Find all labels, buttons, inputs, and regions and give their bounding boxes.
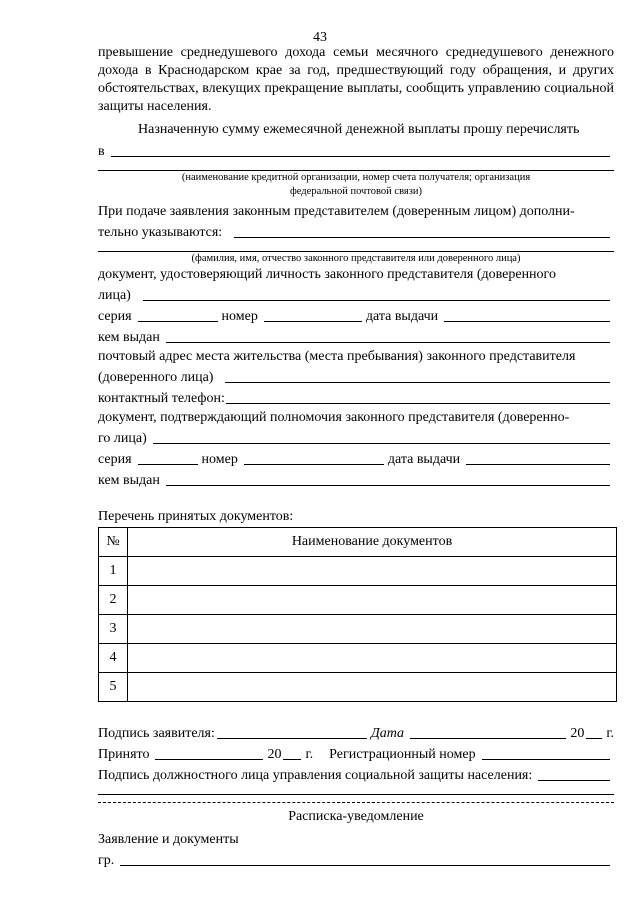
id-doc-field[interactable] bbox=[143, 287, 610, 301]
postal-field[interactable] bbox=[225, 369, 610, 383]
row-number: 4 bbox=[99, 644, 128, 673]
bank-caption-1: (наименование кредитной организации, номер счета получателя; организация bbox=[181, 172, 531, 183]
official-sign-row bbox=[98, 764, 614, 784]
phone-row bbox=[98, 387, 614, 407]
year-prefix: 20 bbox=[570, 726, 585, 741]
row-number: 5 bbox=[99, 673, 128, 702]
table-row bbox=[99, 557, 617, 586]
rep-name-caption: (фамилия, имя, отчество законного представителя или доверенного лица) bbox=[191, 253, 521, 264]
row-number: 1 bbox=[99, 557, 128, 586]
series-label: серия bbox=[98, 309, 132, 324]
document-name-cell[interactable] bbox=[128, 673, 617, 702]
id-doc-row bbox=[98, 284, 614, 304]
table-row bbox=[99, 673, 617, 702]
applicant-sign-label: Подпись заявителя: bbox=[98, 726, 215, 741]
reg-number-field[interactable] bbox=[482, 746, 610, 760]
auth-doc-field[interactable] bbox=[153, 430, 610, 444]
issued-by-field[interactable] bbox=[166, 329, 610, 343]
official-sign-line-2[interactable] bbox=[98, 784, 614, 795]
applicant-sign-row bbox=[98, 722, 614, 742]
accepted-date-field[interactable] bbox=[155, 746, 263, 760]
accepted-year-prefix: 20 bbox=[267, 747, 282, 762]
bank-field[interactable] bbox=[111, 143, 610, 157]
phone-field[interactable] bbox=[226, 390, 610, 404]
official-sign-field[interactable] bbox=[538, 767, 610, 781]
table-header-row bbox=[99, 528, 617, 557]
issued-by-row-1 bbox=[98, 326, 614, 346]
col-number-header: № bbox=[99, 528, 128, 557]
rep-intro-row bbox=[98, 221, 614, 241]
row-number: 3 bbox=[99, 615, 128, 644]
accepted-year-suffix: г. bbox=[305, 747, 314, 762]
auth-doc-row bbox=[98, 427, 614, 447]
postal-1: почтовый адрес места жительства (места пребывания) законного представителя bbox=[98, 349, 576, 364]
documents-table bbox=[98, 527, 617, 702]
accepted-row bbox=[98, 743, 614, 763]
accepted-year-field[interactable] bbox=[283, 746, 301, 760]
document-name-cell[interactable] bbox=[128, 644, 617, 673]
form-body bbox=[98, 44, 614, 869]
receipt-title: Расписка-уведомление bbox=[288, 809, 424, 824]
number-field-2[interactable] bbox=[244, 451, 384, 465]
bank-caption-2: федеральной почтовой связи) bbox=[289, 186, 422, 197]
number-label: номер bbox=[221, 309, 258, 324]
auth-doc-2: го лица) bbox=[98, 431, 147, 446]
row-number: 2 bbox=[99, 586, 128, 615]
receipt-line: Заявление и документы bbox=[98, 832, 239, 847]
issued-by-label: кем выдан bbox=[98, 330, 160, 345]
document-name-cell[interactable] bbox=[128, 557, 617, 586]
documents-list-title: Перечень принятых документов: bbox=[98, 509, 294, 524]
rep-field[interactable] bbox=[234, 224, 610, 238]
series-row-2 bbox=[98, 448, 614, 468]
table-row bbox=[99, 586, 617, 615]
bank-field-line-2[interactable] bbox=[98, 160, 614, 171]
accepted-label: Принято bbox=[98, 747, 150, 762]
official-sign-label: Подпись должностного лица управления социальной защиты населения: bbox=[98, 768, 533, 783]
document-name-cell[interactable] bbox=[128, 615, 617, 644]
rep-intro-1: При подаче заявления законным представителем (доверенным лицом) дополни- bbox=[98, 204, 575, 219]
postal-row bbox=[98, 366, 614, 386]
series-label-2: серия bbox=[98, 452, 132, 467]
number-label-2: номер bbox=[201, 452, 238, 467]
citizen-row bbox=[98, 849, 614, 869]
payment-prefix: в bbox=[98, 144, 105, 159]
rep-intro-2: тельно указываются: bbox=[98, 225, 223, 240]
id-doc-1: документ, удостоверяющий личность законного представителя (доверенного bbox=[98, 267, 556, 282]
issue-date-label: дата выдачи bbox=[365, 309, 439, 324]
document-name-cell[interactable] bbox=[128, 586, 617, 615]
series-row-1 bbox=[98, 305, 614, 325]
year-suffix: г. bbox=[606, 726, 614, 741]
page-number: 43 bbox=[313, 30, 327, 45]
phone-label: контактный телефон: bbox=[98, 391, 225, 406]
number-field[interactable] bbox=[264, 308, 362, 322]
issue-date-label-2: дата выдачи bbox=[387, 452, 461, 467]
reg-number-label: Регистрационный номер bbox=[329, 747, 476, 762]
citizen-label: гр. bbox=[98, 853, 115, 868]
issue-date-field-2[interactable] bbox=[466, 451, 610, 465]
rep-name-line[interactable] bbox=[98, 241, 614, 252]
series-field-2[interactable] bbox=[138, 451, 198, 465]
applicant-sign-field[interactable] bbox=[217, 725, 367, 739]
cut-line bbox=[98, 802, 614, 803]
intro-paragraph: превышение среднедушевого дохода семьи месячного среднедушевого денежного дохода в Краснодарском крае за год, предшествующий году обращения, и других обстоятельствах, влекущих прекращение выплаты, сообщить управлению социальной защиты населения. bbox=[98, 45, 614, 114]
issued-by-row-2 bbox=[98, 469, 614, 489]
citizen-field[interactable] bbox=[120, 852, 610, 866]
col-name-header: Наименование документов bbox=[128, 528, 617, 557]
postal-2: (доверенного лица) bbox=[98, 370, 214, 385]
series-field[interactable] bbox=[138, 308, 218, 322]
issued-by-label-2: кем выдан bbox=[98, 473, 160, 488]
auth-doc-1: документ, подтверждающий полномочия законного представителя (доверенно- bbox=[98, 410, 570, 425]
date-field[interactable] bbox=[410, 725, 566, 739]
issued-by-field-2[interactable] bbox=[166, 472, 610, 486]
issue-date-field[interactable] bbox=[444, 308, 610, 322]
date-label: Дата bbox=[370, 726, 405, 741]
bank-row bbox=[98, 140, 614, 160]
table-row bbox=[99, 644, 617, 673]
id-doc-2: лица) bbox=[98, 288, 131, 303]
year-field[interactable] bbox=[586, 725, 602, 739]
payment-sentence: Назначенную сумму ежемесячной денежной выплаты прошу перечислять bbox=[138, 122, 580, 137]
table-row bbox=[99, 615, 617, 644]
